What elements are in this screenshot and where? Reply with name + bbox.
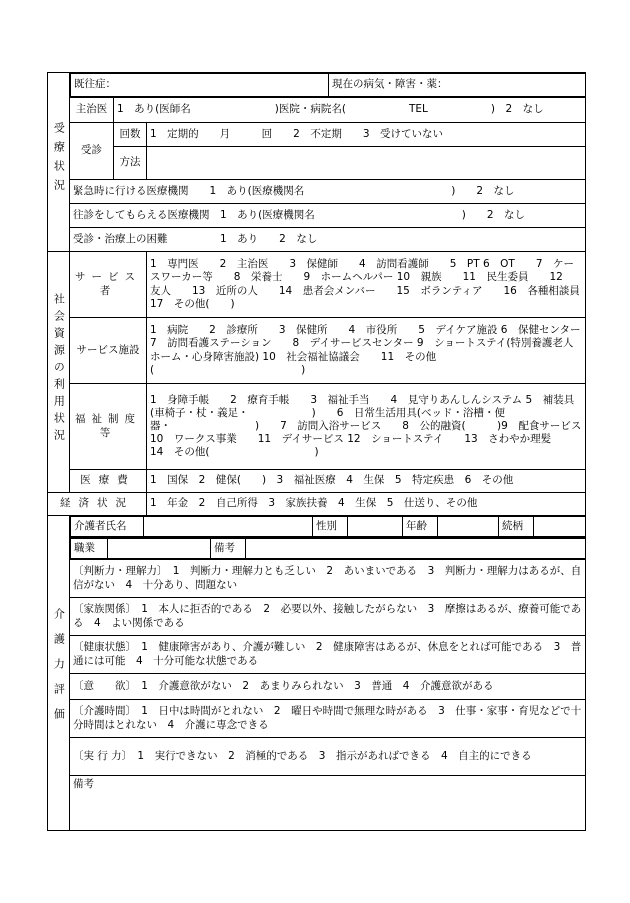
attending-doctor-field[interactable]: 1 あり(医師名 )医院・病院名( TEL ) 2 なし <box>114 98 586 123</box>
section-label-treatment: 受療状況 <box>48 73 70 252</box>
remarks-label: 備考 <box>211 539 246 559</box>
section-label-social-resources: 社会資源の利用状況 <box>48 252 70 493</box>
occupation-label: 職業 <box>71 539 108 559</box>
history-row <box>70 73 586 98</box>
gender-label: 性別 <box>313 517 348 537</box>
occupation-row <box>70 538 586 560</box>
attending-doctor-label: 主治医 <box>70 98 114 123</box>
section-label-care-capacity: 介護力評価 <box>48 516 70 831</box>
frequency-field[interactable]: 1 定期的 月 回 2 不定期 3 受けていない <box>147 123 586 147</box>
frequency-label: 回数 <box>114 123 147 147</box>
care-time-item[interactable]: 〔介護時間〕 1 日中は時間がとれない 2 曜日や時間で無理な時がある 3 仕事・家事・育児などで十分時間はとれない 4 介護に専念できる <box>70 700 586 738</box>
service-provider-label: サービス者 <box>70 252 147 318</box>
home-visit-facility-field[interactable]: 往診をしてもらえる医療機関 1 あり(医療機関名 ) 2 なし <box>70 204 586 228</box>
economic-status-label: 経済状況 <box>48 493 147 516</box>
remarks-field[interactable] <box>246 539 586 559</box>
medical-cost-label: 医療費 <box>70 470 147 493</box>
caregiver-name-field[interactable] <box>144 517 313 537</box>
remarks-area-label: 備考 <box>73 778 94 790</box>
judgment-item[interactable]: 〔判断力・理解力〕 1 判断力・理解力とも乏しい 2 あいまいである 3 判断力・理解力はあるが、自信がない 4 十分あり、問題ない <box>70 560 586 598</box>
occupation-field[interactable] <box>108 539 211 559</box>
health-status-item[interactable]: 〔健康状態〕 1 健康障害があり、介護が難しい 2 健康障害はあるが、休息をとれば可能である 3 普通には可能 4 十分可能な状態である <box>70 636 586 674</box>
treatment-difficulty-field[interactable]: 受診・治療上の困難 1 あり 2 なし <box>70 228 586 252</box>
welfare-system-label: 福祉制度等 <box>70 384 147 470</box>
current-illness-field[interactable]: 現在の病気・障害・薬： <box>329 74 586 97</box>
motivation-text: 1 介護意欲がない 2 あまりみられない 3 普通 4 介護意欲がある <box>141 679 494 692</box>
remarks-area[interactable] <box>70 776 586 831</box>
method-label: 方法 <box>114 147 147 180</box>
service-facility-field[interactable]: 1 病院 2 診療所 3 保健所 4 市役所 5 デイケア施設 6 保健センター 7 訪問看護ステーション 8 デイサービスセンター 9 ショートステイ(特別養護老人ホーム・心身障害施設) 10 社会福祉協議会 11 その他( ) <box>147 318 586 384</box>
welfare-system-field[interactable]: 1 身障手帳 2 療育手帳 3 福祉手当 4 見守りあんしんシステム 5 補装具(車椅子・杖・義足・ ) 6 日常生活用具(ベッド・浴槽・便器・ ) 7 訪問入浴サービス 8 公的融資( )9 配食サービス 10 ワークス事業 11 デイサービス 12 ショートステイ 13 さわやか理髪 14 その他( ) <box>147 384 586 470</box>
caregiver-row <box>70 516 586 538</box>
past-illness-field[interactable]: 既往症： <box>71 74 329 97</box>
motivation-bracket: 〔意 欲〕 <box>73 679 131 692</box>
relationship-label: 続柄 <box>499 517 534 537</box>
service-facility-label: サービス施設 <box>70 318 147 384</box>
service-provider-field[interactable]: 1 専門医 2 主治医 3 保健師 4 訪問看護師 5 PT 6 OT 7 ケースワーカー等 8 栄養士 9 ホームヘルパー 10 親族 11 民生委員 12 友人 13 近所の人 14 患者会メンバー 15 ボランティア 16 各種相談員 17 その他( ) <box>147 252 586 318</box>
family-relation-item[interactable]: 〔家族関係〕 1 本人に拒否的である 2 必要以外、接触したがらない 3 摩擦はあるが、療養可能である 4 よい関係である <box>70 598 586 636</box>
relationship-field[interactable] <box>534 517 586 537</box>
gender-field[interactable] <box>348 517 403 537</box>
emergency-facility-field[interactable]: 緊急時に行ける医療機関 1 あり(医療機関名 ) 2 なし <box>70 180 586 204</box>
method-field[interactable] <box>147 147 586 180</box>
age-field[interactable] <box>438 517 499 537</box>
execution-ability-item[interactable]: 〔実 行 力〕 1 実行できない 2 消極的である 3 指示があればできる 4 自主的にできる <box>70 738 586 776</box>
medical-cost-field[interactable]: 1 国保 2 健保( ) 3 福祉医療 4 生保 5 特定疾患 6 その他 <box>147 470 586 493</box>
economic-status-field[interactable]: 1 年金 2 自己所得 3 家族扶養 4 生保 5 仕送り、その他 <box>147 493 586 516</box>
motivation-item[interactable] <box>70 674 586 700</box>
consultation-label: 受診 <box>70 123 114 180</box>
care-assessment-form <box>47 72 603 815</box>
form-table <box>47 72 603 831</box>
caregiver-name-label: 介護者氏名 <box>71 517 144 537</box>
age-label: 年齢 <box>403 517 438 537</box>
